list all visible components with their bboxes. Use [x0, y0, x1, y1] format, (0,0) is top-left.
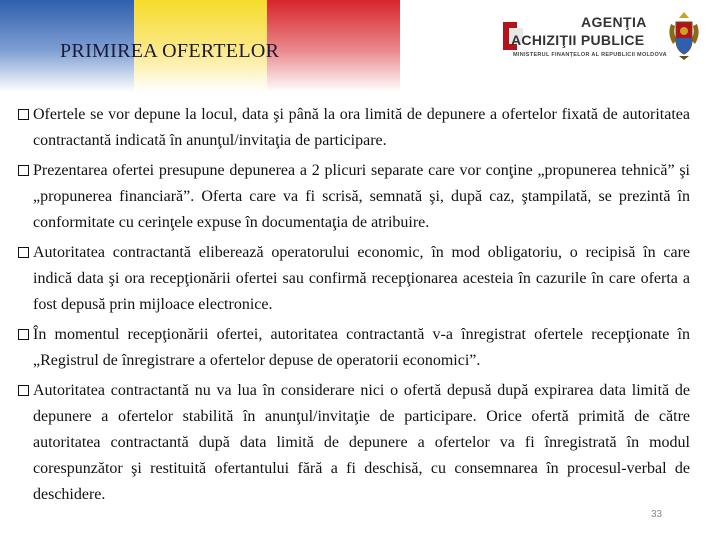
list-item: [18, 102, 690, 154]
list-item: [18, 378, 690, 508]
page-title: PRIMIREA OFERTELOR: [60, 40, 280, 62]
logo-line-1: AGENŢIA: [581, 14, 647, 30]
bullet-list: [18, 102, 690, 508]
checkbox-bullet-icon: [18, 109, 29, 120]
moldova-coat-of-arms-icon: [665, 10, 703, 62]
checkbox-bullet-icon: [18, 329, 29, 340]
bullet-text: Prezentarea ofertei presupune depunerea a 2 plicuri separate care vor conţine „propunerea tehnică” şi „propunerea financiară”. Oferta care va fi scrisă, semnată şi, după caz, ştampilată, se prezintă în conformitate cu cerinţele expuse în documentaţia de atribuire.: [33, 162, 690, 231]
bullet-text: Autoritatea contractantă nu va lua în considerare nici o ofertă depusă după expirarea data limită de depunere a ofertelor stabilită în anunţul/invitaţie de participare. Orice ofertă primită de către autoritatea contractantă după data limită de depunere a ofertelor va fi înregistrată în modul corespunzător şi restituită ofertantului fără a fi deschisă, cu consemnarea în procesul-verbal de deschidere.: [33, 382, 690, 503]
bullet-text: Ofertele se vor depune la locul, data şi până la ora limită de depunere a ofertelor fixată de autoritatea contractantă indicată în anunţul/invitaţia de participare.: [33, 106, 690, 149]
list-item: [18, 322, 690, 374]
checkbox-bullet-icon: [18, 385, 29, 396]
bullet-text: În momentul recepţionării ofertei, autoritatea contractantă v-a înregistrat ofertele recepţionate în „Registrul de înregistrare a ofertelor depuse de operatorii economici”.: [33, 326, 690, 369]
list-item: [18, 158, 690, 236]
checkbox-bullet-icon: [18, 247, 29, 258]
page-number: 33: [651, 509, 663, 520]
logo-line-3: MINISTERUL FINANȚELOR AL REPUBLICII MOLDOVA: [513, 52, 667, 58]
logo-line-2: ACHIZIŢII PUBLICE: [511, 32, 645, 48]
checkbox-bullet-icon: [18, 165, 29, 176]
agency-logo: [503, 10, 713, 80]
bullet-text: Autoritatea contractantă eliberează operatorului economic, în mod obligatoriu, o recipisă în care indică data şi ora recepţionării ofertei sau confirmă recepţionarea acesteia în cazurile în care oferta a fost depusă prin mijloace electronice.: [33, 244, 690, 313]
list-item: [18, 240, 690, 318]
flag-stripe-red: [267, 0, 400, 92]
